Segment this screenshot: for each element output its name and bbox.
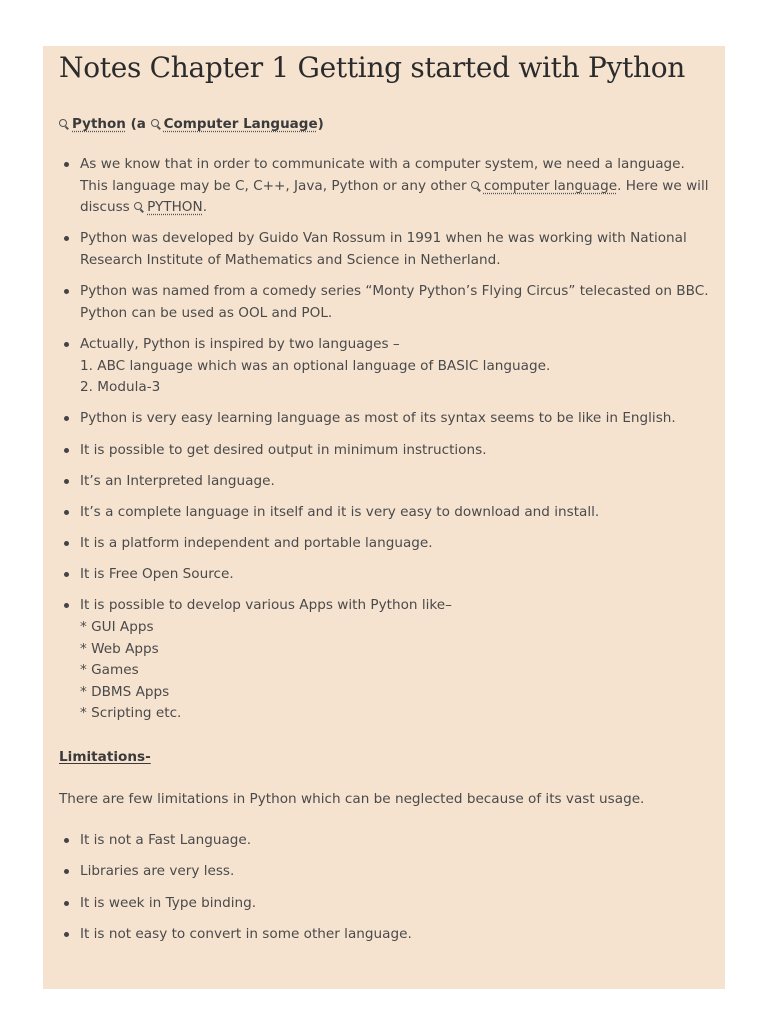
list-item: It is week in Type binding.: [59, 893, 709, 915]
keyword-link-computer-language[interactable]: Computer Language: [163, 116, 318, 132]
keyword-link-python-upper[interactable]: PYTHON: [147, 199, 203, 216]
list-item: Libraries are very less.: [59, 861, 709, 883]
limitations-heading: Limitations-: [59, 749, 151, 765]
magnifier-icon: [151, 119, 159, 127]
keyword-link-computer-language[interactable]: computer language: [483, 177, 618, 194]
page-title: Notes Chapter 1 Getting started with Python: [59, 51, 685, 84]
list-item: Python was developed by Guido Van Rossum in 1991 when he was working with National Research Institute of Mathematics and Science in Netherland.: [59, 228, 709, 271]
section-subheading: Python (a Computer Language): [59, 115, 709, 133]
list-item: It is possible to get desired output in minimum instructions.: [59, 440, 709, 462]
list-item: It’s a complete language in itself and it is very easy to download and install.: [59, 502, 709, 524]
list-item: It is possible to develop various Apps with Python like– * GUI Apps * Web Apps * Games * DBMS Apps * Scripting etc.: [59, 595, 709, 725]
magnifier-icon: [134, 202, 142, 210]
magnifier-icon: [471, 181, 479, 189]
list-item: As we know that in order to communicate with a computer system, we need a language. This language may be C, C++, Java, Python or any other computer language. Here we will discuss PYTHON.: [59, 154, 709, 219]
keyword-link-python[interactable]: Python: [72, 116, 126, 132]
list-item: It is not a Fast Language.: [59, 830, 709, 852]
limitations-list: [59, 830, 709, 946]
list-item: Python is very easy learning language as most of its syntax seems to be like in English.: [59, 408, 709, 430]
list-item: It is Free Open Source.: [59, 564, 709, 586]
list-item: It is a platform independent and portable language.: [59, 533, 709, 555]
list-item: Actually, Python is inspired by two languages – 1. ABC language which was an optional language of BASIC language. 2. Modula-3: [59, 334, 709, 399]
list-item: Python was named from a comedy series “Monty Python’s Flying Circus” telecasted on BBC. Python can be used as OOL and POL.: [59, 281, 709, 324]
magnifier-icon: [59, 119, 67, 127]
python-points-list: [59, 154, 709, 725]
list-item: It is not easy to convert in some other language.: [59, 924, 709, 946]
limitations-intro: There are few limitations in Python which can be neglected because of its vast usage.: [59, 791, 645, 807]
list-item: It’s an Interpreted language.: [59, 471, 709, 493]
notes-panel: [43, 46, 725, 989]
